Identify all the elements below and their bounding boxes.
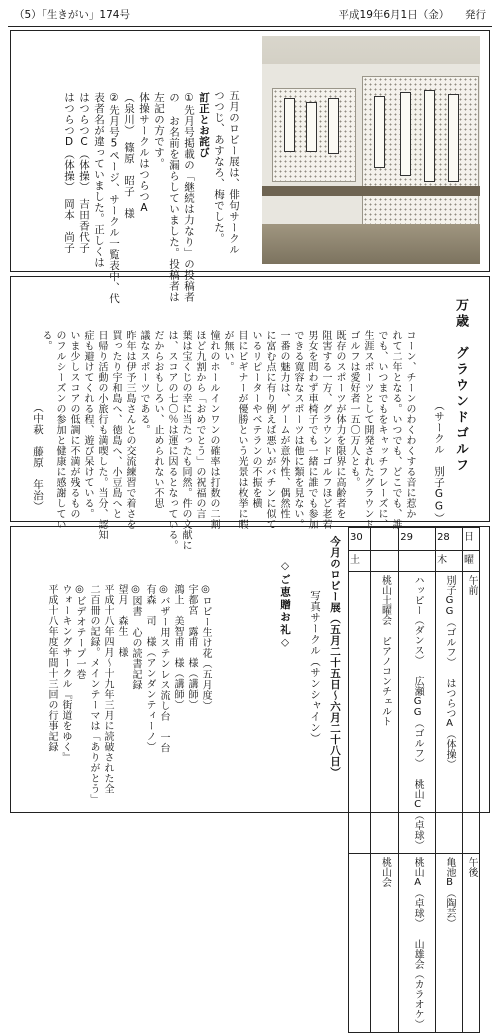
lobby-exhibition-content: 写真サークル（サンシャイン） xyxy=(309,590,321,744)
correction-notice: 訂正とお詫び ①先月号掲載の「継続は力なり」の投稿者 の お名前を漏らしていました。投稿者は 左記の方です。 体操サークルはつらつA （泉川） 篠原 昭子 様 ②先月号5ページ、サークル一覧表中、代 表者名が違っていました。正しくは はつらつC（体操） 吉田香代子 はつらつD（体操） 岡本 尚子 xyxy=(63,92,210,304)
table-row: 土 木 曜 xyxy=(349,551,480,572)
table-row: 桃山会 桃山A（卓球） 山雄会（カラオケ） 亀池B（陶芸） 午後 xyxy=(349,854,480,1033)
header-rule xyxy=(8,26,492,27)
golf-signature: （中萩 藤原 年治） xyxy=(32,402,44,512)
golf-subtitle: （サークル 別子GG） xyxy=(433,400,445,524)
lobby-exhibition-title: 今月のロビー展（五月二十五日～六月二十八日） xyxy=(329,536,341,778)
thanks-list: ◎ロビー生け花（五月度） 宇都宮 露甫 様（講師） 鴻上 美智甫 様（講師） ◎バザー用ステンレス流し台 一台 有森 司 様（アンダンティーノ） ◎図書 心の読書記録 望月 森生 様 平成十八年四月～十九年三月に読破された全 二百冊の記録。メインテーマは「ありがとう」 ◎ビデオテープ一巻 ウォーキングサークル『街道をゆく』 平成十八年度年間十三回の行事記録 xyxy=(46,584,211,805)
page-header xyxy=(8,6,492,24)
table-row: 30 29 28 日 xyxy=(349,528,480,551)
issue-label: （5）「生きがい」174号 xyxy=(14,9,130,21)
publish-date: 平成19年6月1日（金） 発行 xyxy=(338,9,486,21)
correction-title: 訂正とお詫び xyxy=(198,92,210,158)
thanks-title: ◇ご恵贈お礼◇ xyxy=(279,560,291,651)
schedule-table xyxy=(348,527,480,1033)
golf-title: 万歳 グラウンドゴルフ xyxy=(453,298,468,474)
table-row: 桃山土曜会 ピアノコンチェルト ハッピー（ダンス） 広瀬GG（ゴルフ） 桃山C（卓球） 別子GG（ゴルフ） はつらつA（体操） 午前 xyxy=(349,572,480,854)
photo-caption: 五月のロビー展は、俳句サークル つつじ、あすなろ、梅でした。 xyxy=(213,90,240,255)
lobby-exhibition-photo xyxy=(262,36,480,264)
golf-article-body: コーン、チーンのわくわくする音に惹か れて二年となる。いつでも、どこでも、誰 でも、いつまでもをキャッチフレーズに、 生涯スポーツとして開発されたグラウンド ゴルフは愛好者一五〇万人とも。 既存のスポーツが体力を限界に高齢者を 阻害する一方、グラウンドゴルフほど老若 男女を問わず車椅子でも一緒に誰でも参加 できる寛容なスポーツは他に類を見ない。 一番の魅力は、ゲームが意外性、偶然性 に富む点に有り例えば悪いがバチンに似て いるリピーターやベテランの不振を横 目にビギナーが優勝という光景は枚挙に暇 が無い。 憧れのホールインワンの確率は打数の二割 ほど九割から「おめでとう」の祝福の言 葉は宝くじの幸に当たったも同然。件の文献に は、スコアの七〇％は運に因るとなっている。 だからおもしろい、止められない不思 議なスポーツである。 昨年は伊予三島さんとの交流練習で着さを 買ったり宇和島へ、徳島へ、小豆島へと 日帰り活動の小旅行も満喫した。当分、認知 症も避けてくれる程、遊び呆けている。 いま少しスコアの低調に不満が残るもの のフルシーズンの参加と健康に感謝してい る。 xyxy=(40,330,415,551)
